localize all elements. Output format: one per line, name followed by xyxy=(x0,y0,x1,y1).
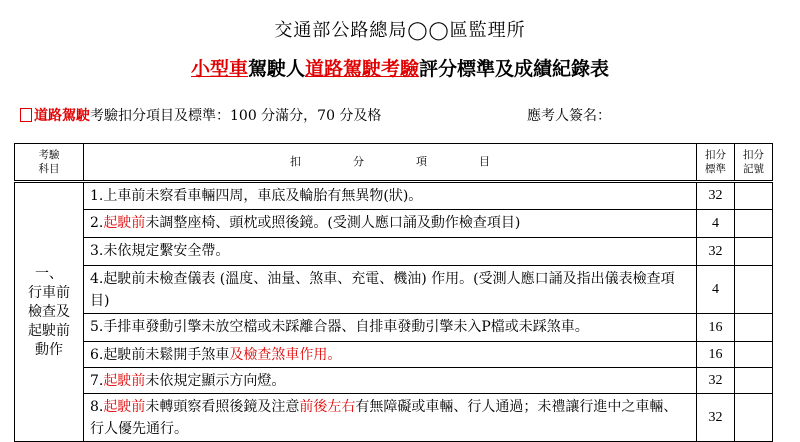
category-cell: 一、 行車前 檢查及 起駛前 動作 xyxy=(15,182,84,442)
deduction-record-cell[interactable] xyxy=(735,182,773,210)
item-text: 有無障礙或車輛、行人通過；未禮讓行進中之車輛、行人優先通行。 xyxy=(90,399,678,437)
deduction-record-cell[interactable] xyxy=(735,238,773,266)
deduction-item-text xyxy=(84,314,697,342)
item-text: 5.手排車發動引擎未放空檔或未踩離合器、自排車發動引擎未入P檔或未踩煞車。 xyxy=(90,319,589,335)
table-row xyxy=(15,394,773,442)
item-text: 4.起駛前未檢查儀表 (溫度、油量、煞車、充電、機油) 作用。(受測人應口誦及指出儀表檢查項目) xyxy=(90,271,675,309)
deduction-points: 32 xyxy=(697,238,735,266)
table-row xyxy=(15,182,773,210)
table-row xyxy=(15,238,773,266)
item-text: 1.上車前未察看車輛四周，車底及輪胎有無異物(狀)。 xyxy=(90,188,423,204)
item-text: 未調整座椅、頭枕或照後鏡。(受測人應口誦及動作檢查項目) xyxy=(145,215,521,231)
header-record: 扣分 記號 xyxy=(735,144,773,182)
item-text: 6.起駛前未鬆開手煞車 xyxy=(90,347,230,363)
deduction-record-cell[interactable] xyxy=(735,368,773,394)
item-text: 未依規定顯示方向燈。 xyxy=(145,373,286,389)
table-row xyxy=(15,368,773,394)
header-items: 扣分項目 xyxy=(84,144,697,182)
deduction-record-cell[interactable] xyxy=(735,342,773,368)
header-deduct: 扣分 標準 xyxy=(697,144,735,182)
deduction-points: 32 xyxy=(697,182,735,210)
title-vehicle-type: 小型車 xyxy=(190,58,248,80)
table-row xyxy=(15,342,773,368)
highlighted-text: 及檢查煞車作用。 xyxy=(229,347,342,363)
standard-text: 考驗扣分項目及標準：100 分滿分，70 分及格 xyxy=(90,108,382,124)
title-rest: 評分標準及成績紀錄表 xyxy=(419,58,610,80)
table-row xyxy=(15,210,773,238)
form-title xyxy=(0,54,800,81)
standard-test-type: 道路駕駛 xyxy=(34,108,90,124)
signature-label: 應考人簽名： xyxy=(527,108,611,124)
deduction-record-cell[interactable] xyxy=(735,210,773,238)
item-text: 8. xyxy=(90,399,104,415)
title-test-type: 道路駕駛考驗 xyxy=(305,58,420,80)
deduction-item-text xyxy=(84,266,697,314)
deduction-item-text xyxy=(84,342,697,368)
deduction-item-text xyxy=(84,210,697,238)
highlighted-text: 起駛前 xyxy=(103,373,146,389)
deduction-item-text xyxy=(84,368,697,394)
deduction-record-cell[interactable] xyxy=(735,314,773,342)
organization-name: 交通部公路總局◯◯區監理所 xyxy=(274,20,526,41)
deduction-points: 32 xyxy=(697,368,735,394)
checkbox-icon[interactable] xyxy=(20,108,32,122)
item-text: 3.未依規定繫安全帶。 xyxy=(90,243,230,259)
table-row xyxy=(15,266,773,314)
deduction-points: 16 xyxy=(697,342,735,368)
scoring-table xyxy=(14,143,773,442)
highlighted-text: 起駛前 xyxy=(103,399,146,415)
table-body xyxy=(15,182,773,442)
deduction-item-text xyxy=(84,182,697,210)
deduction-points: 32 xyxy=(697,394,735,442)
table-row xyxy=(15,314,773,342)
deduction-points: 16 xyxy=(697,314,735,342)
deduction-item-text xyxy=(84,238,697,266)
item-text: 未轉頭察看照後鏡及注意 xyxy=(145,399,300,415)
highlighted-text: 起駛前 xyxy=(103,215,146,231)
item-text: 2. xyxy=(90,215,104,231)
deduction-item-text xyxy=(84,394,697,442)
deduction-record-cell[interactable] xyxy=(735,266,773,314)
deduction-record-cell[interactable] xyxy=(735,394,773,442)
title-driver: 駕駛人 xyxy=(247,58,305,80)
scoring-standard xyxy=(20,105,381,125)
item-text: 7. xyxy=(90,373,104,389)
highlighted-text: 前後左右 xyxy=(299,399,356,415)
deduction-points: 4 xyxy=(697,266,735,314)
header-category: 考驗 科目 xyxy=(15,144,84,182)
deduction-points: 4 xyxy=(697,210,735,238)
